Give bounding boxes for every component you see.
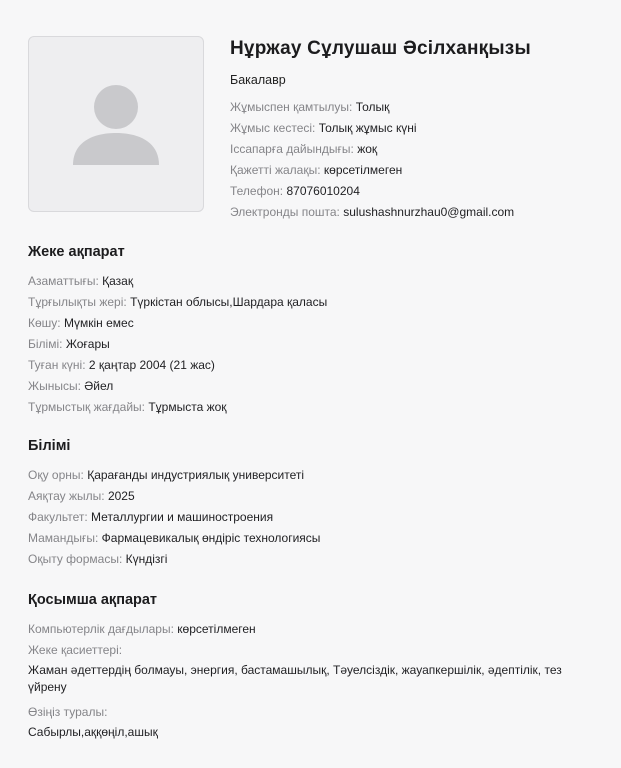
row-label: Жұмыс кестесі: [230,121,316,135]
row-label: Өзіңіз туралы: [28,705,108,719]
email-row [230,202,531,223]
row-label: Факультет: [28,510,88,524]
row-value: Күндізгі [125,552,168,566]
gender-row [28,376,601,397]
row-value: көрсетілмеген [323,163,403,177]
education-section [28,438,601,570]
row-value: Мүмкін емес [63,316,134,330]
user-placeholder-icon [71,79,161,169]
candidate-name: Нұржау Сұлушаш Әсілханқызы [230,38,531,59]
row-value: Қазақ [102,274,134,288]
row-label: Тұрмыстық жағдайы: [28,400,145,414]
residence-row [28,292,601,313]
computer-skills-row [28,619,601,640]
phone-row [230,181,531,202]
row-label: Оқу орны: [28,468,84,482]
section-title: Білімі [28,438,71,454]
section-title: Жеке ақпарат [28,244,125,260]
row-value: Фармацевикалық өндіріс технологиясы [101,531,321,545]
row-label: Оқыту формасы: [28,552,123,566]
row-value: Толық жұмыс күні [318,121,417,135]
row-value: 2025 [107,489,135,503]
specialty-row [28,528,601,549]
profile-info [230,36,531,223]
section-title: Қосымша ақпарат [28,592,158,608]
row-value: Тұрмыста жоқ [148,400,227,414]
email-value[interactable]: sulushashnurzhau0@gmail.com [343,205,515,219]
personal-info-section [28,244,601,418]
row-value: Металлургии и машиностроения [91,510,274,524]
row-label: Туған күні: [28,358,86,372]
relocation-row [28,313,601,334]
row-label: Көшу: [28,316,61,330]
degree: Бакалавр [230,73,286,87]
employment-row [230,97,531,118]
salary-row [230,160,531,181]
graduation-year-row [28,486,601,507]
row-value: Жоғары [65,337,110,351]
profile-header [28,36,593,223]
row-label: Мамандығы: [28,531,99,545]
row-value: Толық [355,100,390,114]
row-label: Тұрғылықты жері: [28,295,127,309]
about-text: Сабырлы,аққөңіл,ашық [28,725,158,739]
phone-value[interactable]: 87076010204 [286,184,360,198]
row-label: Электронды пошта: [230,205,340,219]
row-label: Жұмыспен қамтылуы: [230,100,353,114]
row-label: Компьютерлік дағдылары: [28,622,174,636]
institution-row [28,465,601,486]
additional-info-section [28,592,601,747]
citizenship-row [28,271,601,292]
row-label: Аяқтау жылы: [28,489,105,503]
row-value: жоқ [357,142,378,156]
row-value: 2 қаңтар 2004 (21 жас) [88,358,215,372]
personal-qualities-text: Жаман әдеттердің болмауы, энергия, бастамашылық, Тәуелсіздік, жауапкершілік, әдептілік, тез үйрену [28,663,562,694]
row-label: Телефон: [230,184,284,198]
business-trip-row [230,139,531,160]
avatar [28,36,204,212]
row-label: Жынысы: [28,379,81,393]
education-level-row [28,334,601,355]
about-label [28,702,601,723]
row-value: көрсетілмеген [177,622,256,636]
faculty-row [28,507,601,528]
row-value: Түркістан облысы,Шардара қаласы [130,295,328,309]
row-label: Іссапарға дайындығы: [230,142,354,156]
personal-qualities-label [28,640,601,661]
row-value: Әйел [84,379,114,393]
row-label: Жеке қасиеттері: [28,643,123,657]
row-label: Білімі: [28,337,63,351]
row-value: Қарағанды индустриялық университеті [87,468,305,482]
birthdate-row [28,355,601,376]
study-form-row [28,549,601,570]
schedule-row [230,118,531,139]
row-label: Қажетті жалақы: [230,163,321,177]
marital-status-row [28,397,601,418]
row-label: Азаматтығы: [28,274,99,288]
